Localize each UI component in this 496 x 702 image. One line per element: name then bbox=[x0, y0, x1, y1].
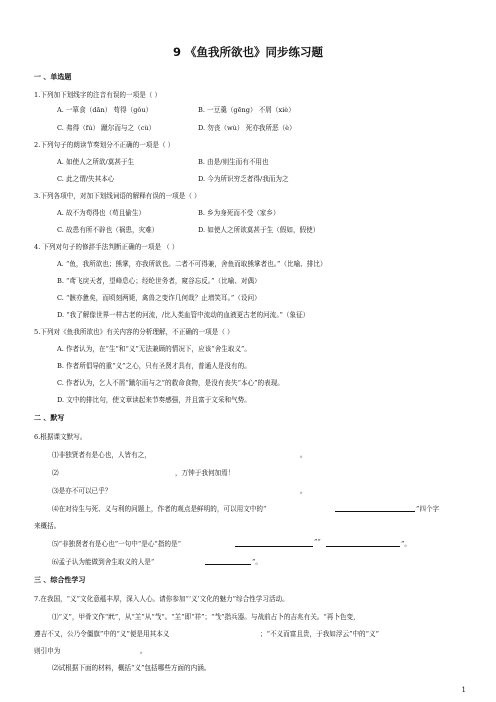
question-2-option-c: C. 此之谓/失其本心 bbox=[57, 175, 115, 183]
dictation-blank-5b[interactable] bbox=[326, 538, 400, 547]
dictation-line-2-end: ，万钟于我何加焉！ bbox=[175, 469, 235, 477]
question-5-option-a: A. 作者认为，在“生”和“义”无法兼顾的情况下，应该“舍生取义”。 bbox=[57, 345, 252, 353]
question-4-option-a: A. “鱼，我所欲也；熊掌，亦我所欲也。二者不可得兼，舍鱼而取熊掌者也。”（比喻、排比） bbox=[57, 260, 327, 268]
question-1-option-b: B. 一豆羹（gēng） 不屑（xiè） bbox=[198, 106, 295, 114]
question-1-option-a: A. 一箪食（dān） 苟得（gǒu） bbox=[57, 106, 153, 114]
question-5-option-c: C. 作者认为，乞人不屑“蹴尔而与之”的救命食物，是没有丧失“本心”的表现。 bbox=[57, 379, 284, 387]
question-1-stem: 1.下列加下划线字的注音有误的一项是（ ） bbox=[34, 91, 162, 99]
section-heading-single-choice: 一 、单选题 bbox=[34, 73, 72, 81]
question-5-option-d: D. 文中的排比句，使文章读起来节奏感强，并且富于文采和气势。 bbox=[57, 396, 251, 404]
question-6-stem: 6.根据课文默写。 bbox=[34, 433, 87, 441]
question-3-stem: 3.下列各项中，对加下划线词语的解释有误的一项是（ ） bbox=[34, 192, 201, 200]
dictation-line-4: ⑷在对待生与死、义与利的问题上，作者的观点是鲜明的，可以用文中的“ bbox=[52, 505, 267, 513]
question-7-stem: 7.在我国，“义”文化意蕴丰厚，深入人心。请你参加“‘义’文化的魅力”综合性学习活动。 bbox=[34, 595, 289, 603]
dictation-line-5-mid: ”“ bbox=[314, 538, 321, 546]
dictation-blank-4[interactable] bbox=[335, 503, 415, 512]
dictation-line-4-end: ”四个字 bbox=[416, 505, 440, 513]
question-4-option-c: C. “骸亦惫矣，而顷刻两毙，禽兽之变诈几何哉？止增笑耳。”（设问） bbox=[57, 294, 261, 302]
question-2-option-a: A. 如使人之所欲/莫甚于生 bbox=[57, 158, 135, 166]
dictation-line-4-continued: 来概括。 bbox=[34, 522, 61, 530]
question-1-option-c: C. 弗得（fú） 蹴尔而与之（cù） bbox=[57, 124, 156, 132]
dictation-line-1-end: 。 bbox=[300, 451, 307, 459]
dictation-blank-5a[interactable] bbox=[235, 538, 313, 547]
dictation-line-2: ⑵ bbox=[52, 469, 59, 477]
question-2-option-b: B. 由是/则生而有不用也 bbox=[198, 158, 269, 166]
dictation-line-6-end: ”。 bbox=[252, 558, 262, 566]
question-7-line-2-end: ；“不义而富且贵，于我如浮云”中的“义” bbox=[260, 630, 379, 638]
dictation-line-3-end: 。 bbox=[300, 487, 307, 495]
question-7-line-1: ⑴“义”，甲骨文作“𢍿”，从“𦍌”从“𢦏”。“𦍌”即“祥”；“𢦏”指兵器。与战前占卜的吉兆有关。“再卜色变， bbox=[52, 613, 360, 621]
dictation-line-1: ⑴非独贤者有是心也，人皆有之， bbox=[52, 451, 151, 459]
section-heading-integrated-study: 三 、综合性学习 bbox=[34, 576, 86, 584]
question-3-option-a: A. 故不为苟得也（苟且偷生） bbox=[57, 209, 146, 217]
question-4-option-d: D. “我了解像世界一样古老的河流，/比人类血管中流动的血液更古老的河流。”（象征） bbox=[57, 311, 310, 319]
question-3-option-b: B. 乡为身死而不受（家乡） bbox=[198, 209, 280, 217]
question-3-option-c: C. 故患有所不辟也（祸患，灾难） bbox=[57, 226, 159, 234]
question-3-option-d: D. 如使人之所欲莫甚于生（假如，假使） bbox=[198, 226, 320, 234]
page-number: 1 bbox=[461, 686, 466, 694]
question-4-stem: 4. 下列对句子的修辞手法判断正确的一项是 （ ） bbox=[34, 243, 179, 251]
dictation-line-6: ⑹孟子认为能做到舍生取义的人是“ bbox=[52, 558, 155, 566]
question-5-stem: 5.下列对《鱼我所欲也》有关内容的分析理解，不正确的一项是（ ） bbox=[34, 328, 234, 336]
question-5-option-b: B. 作者所倡导的重“义”之心，只有圣贤才具有，普通人是没有的。 bbox=[57, 362, 251, 370]
section-heading-dictation: 二 、默写 bbox=[34, 414, 65, 422]
question-2-stem: 2.下列句子的朗读节奏划分不正确的一项是（ ） bbox=[34, 141, 175, 149]
question-7-line-4: ⑵试根据下面的材料，概括“义”包括哪些方面的内涵。 bbox=[52, 664, 211, 672]
dictation-line-5-end: ”。 bbox=[401, 540, 411, 548]
question-7-line-3: 则引申为 bbox=[34, 647, 61, 655]
dictation-line-5: ⑸“非独贤者有是心也”一句中“是心”指的是“ bbox=[52, 540, 181, 548]
dictation-line-3: ⑶是亦不可以已乎？ bbox=[52, 487, 112, 495]
question-7-line-3-end: 。 bbox=[140, 647, 147, 655]
question-1-option-d: D. 勿丧（wù） 死亦我所恶（è） bbox=[198, 124, 296, 132]
question-2-option-d: D. 今为所识穷乏者得/我而为之 bbox=[198, 175, 289, 183]
question-4-option-b: B. “鸢飞戾天者，望峰息心；经纶世务者，窥谷忘反。”（比喻、对偶） bbox=[57, 277, 261, 285]
question-7-line-2: 遵吉不又，公乃令僵旗”中的“义”便是用其本义 bbox=[34, 630, 170, 638]
page-title: 9 《鱼我所欲也》同步练习题 bbox=[172, 45, 323, 59]
dictation-blank-6[interactable] bbox=[205, 556, 251, 565]
